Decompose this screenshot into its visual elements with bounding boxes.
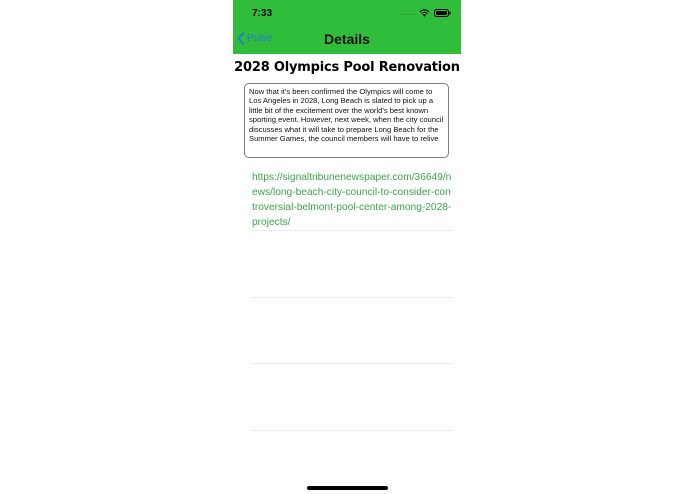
back-button-label: Pulse [247, 33, 273, 44]
article-text-view[interactable]: Now that it's been confirmed the Olympics will come to Los Angeles in 2028, Long Beach is slated to pick up a little bit of the excitement over the world's best known sporting event. However, next week, when the city council discusses what it will take to prepare Long Beach for the Summer Games, the council members will have to relive [244, 83, 449, 158]
list-separator [252, 230, 452, 231]
list-separator [252, 430, 452, 431]
status-icons [402, 8, 451, 18]
list-separator [252, 297, 452, 298]
article-title: 2028 Olympics Pool Renovation [234, 60, 460, 75]
wifi-icon [419, 9, 430, 17]
navigation-header [233, 0, 461, 54]
battery-icon [434, 9, 451, 17]
signal-dots: .... [402, 8, 415, 17]
phone-screen [233, 0, 461, 494]
home-indicator[interactable] [307, 486, 388, 490]
article-link[interactable]: https://signaltribunenewspaper.com/36649/news/long-beach-city-council-to-consider-controversial-belmont-pool-center-among-2028-projects/ [252, 172, 452, 228]
list-separator [252, 363, 452, 364]
status-time: 7:33 [252, 8, 273, 19]
page-title: Details [324, 31, 370, 47]
